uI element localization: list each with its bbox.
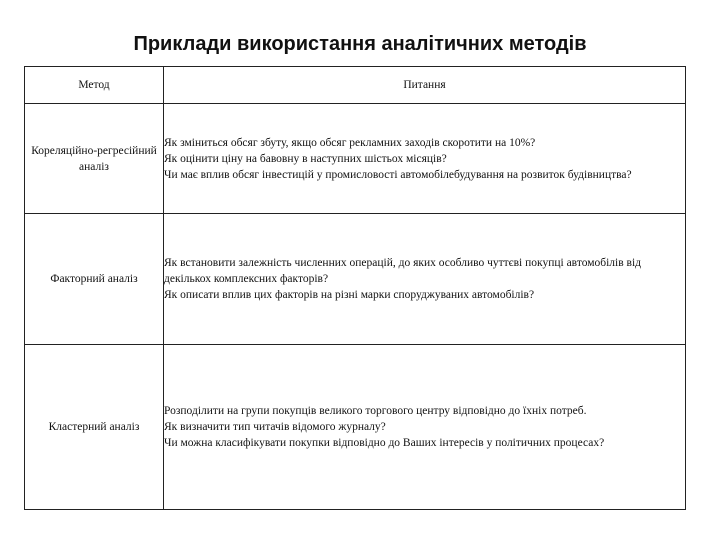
questions-cell (164, 104, 686, 214)
table-row (25, 345, 686, 510)
question-text: Чи має вплив обсяг інвестицій у промисловості автомобілебудування на розвиток будівництва? (164, 168, 632, 181)
question-text: Як описати вплив цих факторів на різні марки споруджуваних автомобілів? (164, 289, 535, 301)
header-questions: Питання (164, 67, 686, 104)
method-name: Кореляційно-регресійний аналіз (25, 104, 164, 214)
table-header-row (25, 67, 686, 104)
method-name: Кластерний аналіз (25, 345, 164, 510)
page-title: Приклади використання аналітичних методів (133, 33, 587, 55)
question-text: Як оцінити ціну на бавовну в наступних шістьох місяців? (164, 152, 447, 165)
table-row (25, 214, 686, 345)
table-row (25, 104, 686, 214)
questions-cell (164, 214, 686, 345)
question-text: Розподілити на групи покупців великого торгового центру відповідно до їхніх потреб. (164, 405, 587, 417)
question-text: Як встановити залежність численних операцій, до яких особливо чуттєві покупці автомобілів від декількох комплексних факторів? (164, 257, 642, 285)
questions-cell (164, 345, 686, 510)
question-text: Як зміниться обсяг збуту, якщо обсяг рекламних заходів скоротити на 10%? (164, 136, 536, 149)
methods-table (24, 66, 686, 510)
method-name: Факторний аналіз (25, 214, 164, 345)
header-method: Метод (25, 67, 164, 104)
question-text: Чи можна класифікувати покупки відповідно до Ваших інтересів у політичних процесах? (164, 437, 605, 449)
question-text: Як визначити тип читачів відомого журналу? (164, 421, 386, 433)
